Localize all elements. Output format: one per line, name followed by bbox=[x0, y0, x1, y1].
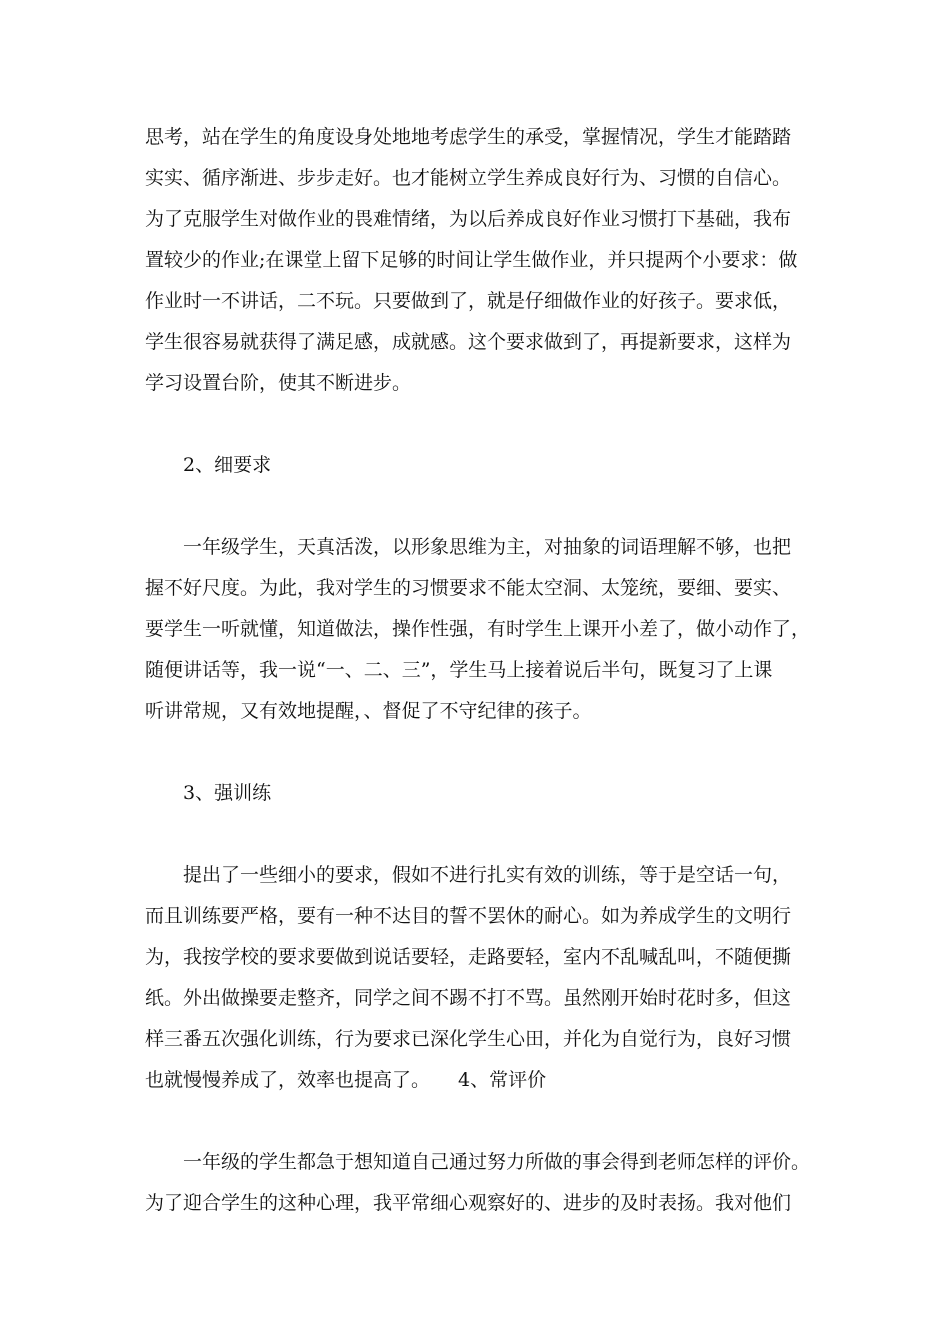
paragraph-detailed-requirements bbox=[145, 527, 811, 732]
section-heading-strong-training: 3、强训练 bbox=[183, 782, 272, 804]
text-line: 样三番五次强化训练，行为要求已深化学生心田，并化为自觉行为，良好习惯 bbox=[145, 1028, 792, 1050]
paragraph-gap bbox=[145, 486, 805, 527]
paragraph-gap bbox=[145, 814, 805, 855]
text-line: 置较少的作业;在课堂上留下足够的时间让学生做作业，并只提两个小要求：做 bbox=[145, 249, 798, 271]
text-line: 一年级的学生都急于想知道自己通过努力所做的事会得到老师怎样的评价。 bbox=[183, 1151, 811, 1173]
paragraph-gap bbox=[145, 404, 805, 445]
text-line: 握不好尺度。为此，我对学生的习惯要求不能太空洞、太笼统，要细、要实、 bbox=[145, 577, 792, 599]
text-line: 要学生一听就懂，知道做法，操作性强，有时学生上课开小差了，做小动作了， bbox=[145, 618, 811, 640]
paragraph-frequent-evaluation bbox=[145, 1142, 811, 1224]
paragraph-strong-training bbox=[145, 855, 805, 1101]
text-line: 为，我按学校的要求要做到说话要轻，走路要轻，室内不乱喊乱叫，不随便撕 bbox=[145, 946, 792, 968]
paragraph-gap bbox=[145, 1101, 805, 1142]
section-heading-frequent-evaluation: 4、常评价 bbox=[458, 1069, 547, 1091]
text-line: 一年级学生，天真活泼，以形象思维为主，对抽象的词语理解不够，也把 bbox=[183, 536, 792, 558]
text-line: 随便讲话等，我一说“一、二、三”，学生马上接着说后半句，既复习了上课 bbox=[145, 659, 773, 681]
text-line-body: 也就慢慢养成了，效率也提高了。 bbox=[145, 1069, 431, 1091]
text-line: 听讲常规，又有效地提醒，、督促了不守纪律的孩子。 bbox=[145, 700, 592, 722]
text-line: 作业时一不讲话，二不玩。只要做到了，就是仔细做作业的好孩子。要求低， bbox=[145, 290, 792, 312]
text-line: 纸。外出做操要走整齐，同学之间不踢不打不骂。虽然刚开始时花时多，但这 bbox=[145, 987, 792, 1009]
text-line: 而且训练要严格，要有一种不达目的誓不罢休的耐心。如为养成学生的文明行 bbox=[145, 905, 792, 927]
text-line: 为了克服学生对做作业的畏难情绪，为以后养成良好作业习惯打下基础，我布 bbox=[145, 208, 792, 230]
paragraph-gap bbox=[145, 732, 805, 773]
text-line: 为了迎合学生的这种心理，我平常细心观察好的、进步的及时表扬。我对他们 bbox=[145, 1192, 792, 1214]
paragraph-habit-confidence bbox=[145, 117, 805, 404]
text-line: 实实、循序渐进、步步走好。也才能树立学生养成良好行为、习惯的自信心。 bbox=[145, 167, 792, 189]
document-page bbox=[145, 117, 811, 1224]
text-line: 学习设置台阶，使其不断进步。 bbox=[145, 372, 412, 394]
section-heading-detailed-requirements: 2、细要求 bbox=[183, 454, 272, 476]
text-line: 学生很容易就获得了满足感，成就感。这个要求做到了，再提新要求，这样为 bbox=[145, 331, 792, 353]
text-line bbox=[145, 1060, 805, 1101]
text-line: 提出了一些细小的要求，假如不进行扎实有效的训练，等于是空话一句， bbox=[183, 864, 792, 886]
text-line: 思考，站在学生的角度设身处地地考虑学生的承受，掌握情况，学生才能踏踏 bbox=[145, 126, 792, 148]
